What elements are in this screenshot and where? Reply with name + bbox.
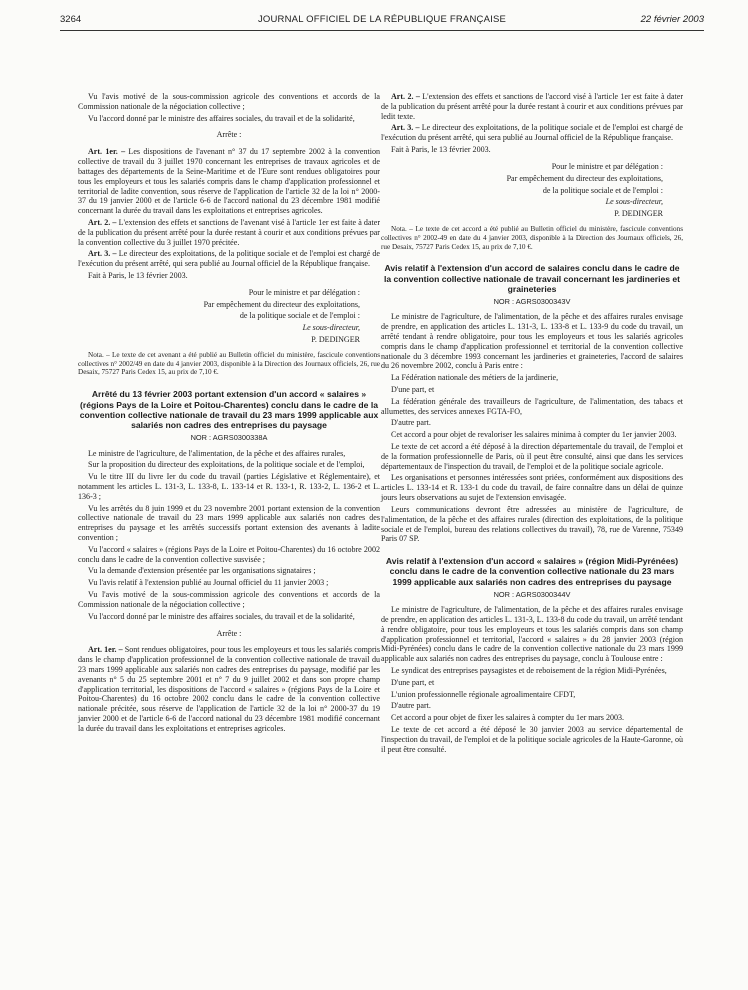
paragraph: Le texte de cet accord a été déposé à la direction départementale du travail, de l'emploi et de la formation professionnelle de Paris, où il peut être consulté, ainsi que dans les services départementaux de l'inspection du travail, de l'emploi et de la politique sociale agricole. (381, 442, 683, 471)
paragraph: L'union professionnelle régionale agroalimentaire CFDT, (391, 689, 576, 699)
article-text: Sont rendues obligatoires, pour tous les employeurs et tous les salariés compris dans le champ d'application professionnel de la convention collective nationale de travail du 23 mars 1999 applicable aux salariés non cadres des entreprises du paysage, modifié par les avenants n° 5 du 25 septembre 2001 et n° 7 du 9 juillet 2002 et dans son propre champ d'application territorial, les dispositions de l'accord « salaires » (régions Pays de la Loire et Poitou-Charentes) du 16 octobre 2002 conclu dans le cadre de la convention collective nationale précitée, sous réserve de l'application de l'article 32 de la loi n° 2000-37 du 19 janvier 2000 et de l'article 6-6 de l'accord national du 23 décembre 1981 modifié concernant la durée du travail dans les exploitations et entreprises agricoles. (78, 645, 380, 733)
paragraph: Le ministre de l'agriculture, de l'alimentation, de la pêche et des affaires rurales, (88, 448, 346, 458)
fait-line: Fait à Paris, le 13 février 2003. (88, 271, 188, 280)
nota-note: Nota. – Le texte de cet accord a été publié au Bulletin officiel du ministère, fascicule conventions collectives n° 2002-49 en date du 4 janvier 2003, disponible à la Direction des Journaux officiels, 26, rue Desaix, 75727 Paris Cedex 15, au prix de 7,10 €. (381, 224, 683, 251)
arrete-heading: Arrête : (216, 628, 242, 638)
signature-line: de la politique sociale et de l'emploi : (542, 185, 663, 195)
paragraph: Vu la demande d'extension présentée par les organisations signataires ; (88, 566, 316, 576)
paragraph: Vu l'avis motivé de la sous-commission agricole des conventions et accords de la Commission nationale de la négociation collective ; (78, 92, 380, 111)
paragraph: La fédération générale des travailleurs de l'agriculture, de l'alimentation, des tabacs et allumettes, des services annexes FGTA-FO, (381, 396, 683, 416)
signature-name: P. DEDINGER (614, 209, 663, 219)
section-title: Arrêté du 13 février 2003 portant extension d'un accord « salaires » (régions Pays de la Loire et Poitou-Charentes) conclu dans le cadre de la convention collective nationale de travail du 23 mars 1999 applicable aux salariés non cadres des entreprises du paysage (79, 389, 379, 431)
nor-reference: NOR : AGRS0300344V (493, 590, 571, 600)
paragraph: Cet accord a pour objet de revaloriser les salaires minima à compter du 1er janvier 2003. (391, 430, 677, 440)
paragraph: Leurs communications devront être adressées au ministère de l'agriculture, de l'alimentation, de la pêche et des affaires rurales (direction des exploitations, de la politique sociale et de l'emploi, bureau des relations collectives du travail), 78, rue de Varenne, 75349 Paris 07 SP. (381, 504, 683, 544)
paragraph: Vu le titre III du livre Ier du code du travail (parties Législative et Réglementaire), et notamment les articles L. 131-3, L. 133-8, L. 133-14 et R. 133-1, R. 133-2, L. 136-2 et L. 136-3 ; (78, 472, 380, 501)
article-label: Art. 1er. – (88, 645, 123, 655)
article-text: Les dispositions de l'avenant n° 37 du 17 septembre 2002 à la convention collective de travail du 3 juillet 1970 concernant les entreprises de travaux agricoles et de battages des départements de la Seine-Maritime et de l'Eure sont rendues obligatoires pour tous les employeurs et tous les salariés compris dans le champ d'application professionnel et territorial de ladite convention, sous réserve de l'application de l'article 32 de la loi n° 2000-37 du 19 janvier 2000 et de l'article 6-6 de l'accord national du 23 décembre 1981 modifié concernant la durée du travail dans les exploitations et entreprises agricoles. (78, 147, 380, 216)
issue-date: 22 février 2003 (640, 14, 704, 25)
article-label: Art. 2. – (391, 92, 420, 101)
signature-line: Par empêchement du directeur des exploitations, (506, 173, 663, 183)
paragraph: D'une part, et (391, 384, 435, 394)
article-paragraph (381, 92, 683, 121)
nor-reference: NOR : AGRS0300338A (190, 433, 268, 443)
article-label: Art. 1er. – (88, 147, 126, 157)
article-paragraph (78, 645, 380, 733)
article-label: Art. 2. – (88, 217, 117, 227)
paragraph: Le syndicat des entreprises paysagistes et de reboisement de la région Midi-Pyrénées, (391, 665, 667, 675)
paragraph: Vu l'accord donné par le ministre des affaires sociales, du travail et de la solidarité, (88, 113, 355, 123)
paragraph: Sur la proposition du directeur des exploitations, de la politique sociale et de l'emploi, (88, 460, 365, 470)
signature-name: P. DEDINGER (311, 335, 360, 345)
paragraph: Vu l'avis relatif à l'extension publié au Journal officiel du 11 janvier 2003 ; (88, 578, 329, 588)
article-paragraph (381, 123, 683, 143)
section-title: Avis relatif à l'extension d'un accord de salaires conclu dans le cadre de la convention collective nationale de travail concernant les jardineries et graineteries (383, 263, 681, 294)
paragraph: Vu les arrêtés du 8 juin 1999 et du 23 novembre 2001 portant extension de la convention collective nationale de travail du 23 mars 1999 applicable aux salariés non cadres des entreprises du paysage et les arrêtés successifs portant extension des avenants à ladite convention ; (78, 503, 380, 542)
paragraph: D'autre part. (391, 418, 431, 428)
page-header (60, 12, 704, 31)
paragraph: La Fédération nationale des métiers de la jardinerie, (391, 373, 559, 383)
paragraph: Cet accord a pour objet de fixer les salaires à compter du 1er mars 2003. (391, 713, 625, 723)
left-column (78, 92, 380, 736)
journal-title: JOURNAL OFFICIEL DE LA RÉPUBLIQUE FRANÇAISE (257, 14, 507, 25)
signature-line: Pour le ministre et par délégation : (551, 161, 663, 171)
article-text: Le directeur des exploitations, de la politique sociale et de l'emploi est chargé de l'exécution du présent arrêté, qui sera publié au Journal officiel de la République française. (381, 123, 684, 143)
fait-line: Fait à Paris, le 13 février 2003. (391, 145, 491, 155)
article-text: Le directeur des exploitations, de la politique sociale et de l'emploi est chargé de l'exécution du présent arrêté, qui sera publié au Journal officiel de la République française. (78, 249, 381, 269)
nor-reference: NOR : AGRS0300343V (493, 297, 571, 307)
article-text: L'extension des effets et sanctions de l'accord visé à l'article 1er est faite à dater de la publication du présent arrêté pour la durée restant à courir et aux conditions prévues par ledit texte. (381, 92, 684, 121)
article-paragraph (78, 218, 380, 247)
article-paragraph (78, 147, 380, 216)
signature-title: Le sous-directeur, (605, 197, 663, 207)
paragraph: D'une part, et (391, 677, 435, 687)
paragraph: D'autre part. (391, 701, 431, 711)
paragraph: Le texte de cet accord a été déposé le 30 janvier 2003 au service départemental de l'inspection du travail, de l'emploi et de la politique sociale agricoles de la Haute-Garonne, où il peut être consulté. (381, 725, 683, 754)
arrete-heading: Arrête : (216, 130, 242, 140)
article-label: Art. 3. – (88, 249, 117, 259)
paragraph: Vu l'avis motivé de la sous-commission agricole des conventions et accords de la Commission nationale de la négociation collective ; (78, 590, 380, 609)
section-title: Avis relatif à l'extension d'un accord « salaires » (région Midi-Pyrénées) conclu dans le cadre de la convention collective nationale du 23 mars 1999 applicable aux salariés non cadres des entreprises du paysage (385, 556, 679, 587)
signature-line: de la politique sociale et de l'emploi : (239, 311, 360, 321)
nota-note: Nota. – Le texte de cet avenant a été publié au Bulletin officiel du ministère, fascicule conventions collectives n° 2002/49 en date du 4 janvier 2003, disponible à la Direction des Journaux officiels, 26, rue Desaix, 75727 Paris Cedex 15, au prix de 7,10 €. (78, 350, 380, 377)
paragraph: Les organisations et personnes intéressées sont priées, conformément aux dispositions des articles L. 133-14 et R. 133-1 du code du travail, de faire connaître dans un délai de quinze jours leurs observations au sujet de l'extension envisagée. (381, 473, 683, 503)
paragraph: Vu l'accord donné par le ministre des affaires sociales, du travail et de la solidarité, (88, 611, 355, 621)
article-paragraph (78, 249, 380, 269)
right-column (381, 92, 683, 756)
paragraph: Vu l'accord « salaires » (régions Pays de la Loire et Poitou-Charentes) du 16 octobre 2002 conclu dans le cadre de la convention collective susvisée ; (78, 544, 380, 564)
paragraph: Le ministre de l'agriculture, de l'alimentation, de la pêche et des affaires rurales envisage de prendre, en application des articles L. 131-3, L. 133-8 du code du travail, un arrêté tendant à rendre obligatoire, pour tous les employeurs et tous les salariés compris dans son champ d'application professionnel et territorial, l'accord « salaires » du 28 janvier 2003 (région Midi-Pyrénées) conclu dans le cadre de la convention collective nationale du 23 mars 1999 applicable aux salariés non cadres des entreprises du paysage, conclu à Toulouse entre : (381, 605, 683, 664)
article-text: L'extension des effets et sanctions de l'avenant visé à l'article 1er est faite à dater de la publication du présent arrêté pour la durée restant à courir et aux conditions prévues par la convention collective du 3 juillet 1970 précitée. (78, 217, 381, 247)
page-number: 3264 (60, 14, 82, 25)
signature-line: Par empêchement du directeur des exploitations, (203, 299, 360, 309)
signature-line: Pour le ministre et par délégation : (248, 287, 360, 297)
signature-title: Le sous-directeur, (302, 323, 360, 333)
article-label: Art. 3. – (391, 123, 420, 133)
paragraph: Le ministre de l'agriculture, de l'alimentation, de la pêche et des affaires rurales envisage de prendre, en application des articles L. 131-3, L. 133-8 et L. 133-9 du code du travail, un arrêté tendant à rendre obligatoire, pour tous les employeurs et tous les salariés agricoles compris dans le champ d'application professionnel et territorial de la convention collective nationale du 3 décembre 1993 concernant les jardineries et graineteries, l'accord de salaires du 26 novembre 2002, conclu à Paris entre : (381, 312, 683, 371)
